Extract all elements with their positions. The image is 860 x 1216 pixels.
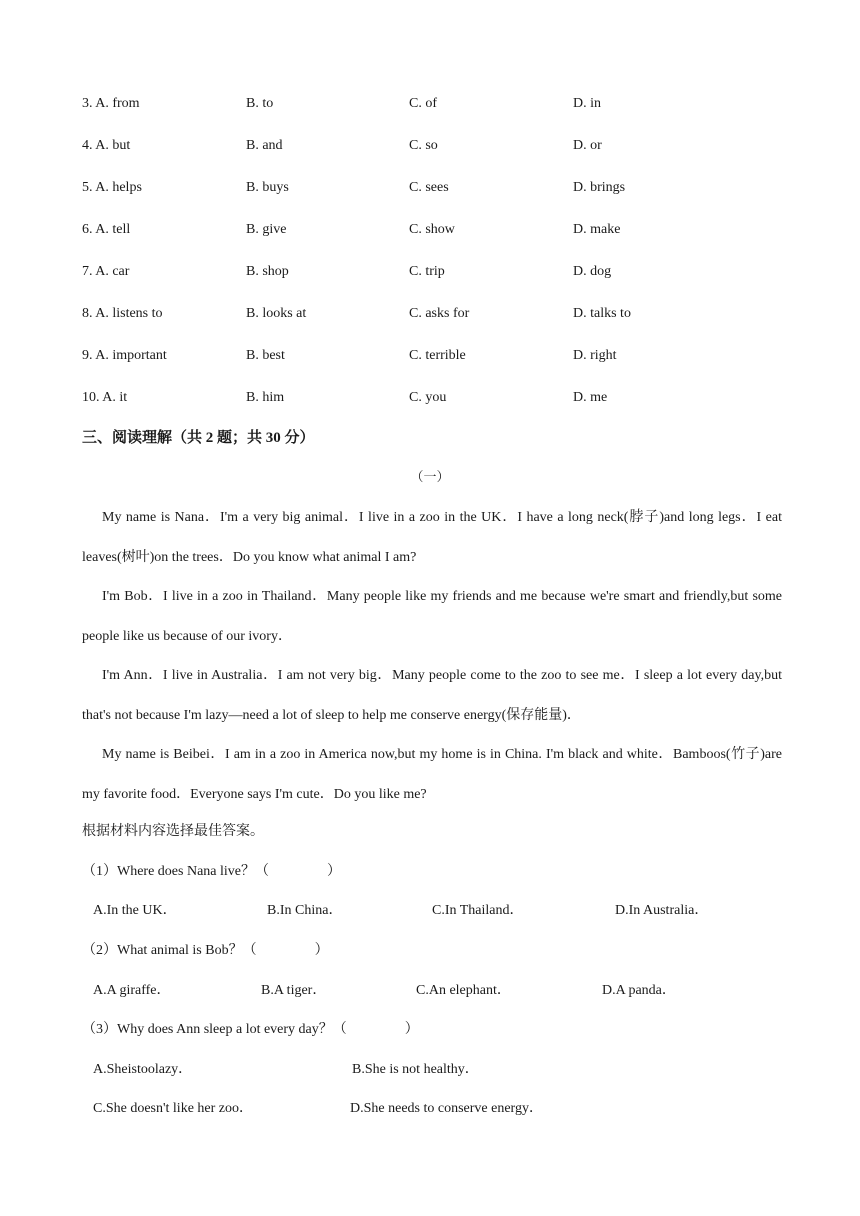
option-d: D. brings [573, 180, 626, 195]
option-c: C. terrible [409, 348, 466, 363]
passage-paragraph: My name is Nana．I'm a very big animal．I live in a zoo in the UK．I have a long neck(脖子)and long legs．I eat leaves(树叶)on the trees．Do you know what animal I am? [82, 510, 782, 565]
answer-option[interactable]: B.A tiger． [261, 983, 327, 998]
question-stem [82, 862, 341, 882]
option-c: C. you [409, 390, 447, 405]
option-d: D. make [573, 222, 621, 237]
question-close: ） [314, 943, 329, 958]
option-b: B. shop [246, 264, 289, 279]
option-b: B. looks at [246, 306, 307, 321]
passage-paragraph: I'm Bob．I live in a zoo in Thailand．Many people like my friends and me because we're smart and friendly,but some people like us because of our ivory． [82, 589, 782, 644]
instruction-text: 根据材料内容选择最佳答案。 [82, 824, 264, 839]
answer-option[interactable]: B.She is not healthy． [352, 1062, 479, 1077]
option-c: C. show [409, 222, 455, 237]
option-a: 6. A. tell [82, 222, 131, 237]
question-stem [82, 941, 329, 961]
option-a: 10. A. it [82, 390, 128, 405]
option-a: 7. A. car [82, 264, 130, 279]
option-b: B. give [246, 222, 287, 237]
answer-option[interactable]: A.A giraffe． [93, 983, 171, 998]
option-b: B. him [246, 390, 285, 405]
option-a: 5. A. helps [82, 180, 142, 195]
option-a: 3. A. from [82, 96, 140, 111]
answer-option[interactable]: D.In Australia． [615, 903, 709, 918]
section-heading: 三、阅读理解（共 2 题；共 30 分） [82, 430, 315, 446]
question-text: （2）What animal is Bob？（ [82, 943, 257, 958]
answer-option[interactable]: D.She needs to conserve energy． [350, 1101, 543, 1116]
option-c: C. so [409, 138, 438, 153]
option-c: C. trip [409, 264, 445, 279]
option-c: C. of [409, 96, 437, 111]
question-text: （1）Where does Nana live？（ [82, 864, 269, 879]
answer-option[interactable]: C.An elephant． [416, 983, 511, 998]
question-close: ） [404, 1022, 419, 1037]
option-d: D. me [573, 390, 608, 405]
question-close: ） [327, 864, 341, 879]
option-d: D. in [573, 96, 601, 111]
option-d: D. talks to [573, 306, 631, 321]
passage-paragraph: My name is Beibei．I am in a zoo in America now,but my home is in China. I'm black and white．Bamboos(竹子)are my favorite food．Everyone says I'm cute．Do you like me? [82, 747, 782, 802]
option-c: C. asks for [409, 306, 470, 321]
option-d: D. right [573, 348, 617, 363]
passage-paragraph: I'm Ann．I live in Australia．I am not very big．Many people come to the zoo to see me．I sleep a lot every day,but that's not because I'm lazy—need a lot of sleep to help me conserve energy(保存能量)． [82, 668, 782, 723]
option-d: D. dog [573, 264, 612, 279]
answer-option[interactable]: A.In the UK． [93, 903, 177, 918]
answer-option[interactable]: B.In China． [267, 903, 343, 918]
option-b: B. buys [246, 180, 289, 195]
passage-label: （一） [410, 469, 450, 484]
option-b: B. and [246, 138, 283, 153]
option-a: 4. A. but [82, 138, 131, 153]
option-b: B. best [246, 348, 285, 363]
answer-option[interactable]: D.A panda． [602, 983, 676, 998]
option-a: 8. A. listens to [82, 306, 163, 321]
option-a: 9. A. important [82, 348, 167, 363]
answer-option[interactable]: C.In Thailand． [432, 903, 524, 918]
option-c: C. sees [409, 180, 449, 195]
question-text: （3）Why does Ann sleep a lot every day？（ [82, 1022, 347, 1037]
option-b: B. to [246, 96, 274, 111]
answer-option[interactable]: C.She doesn't like her zoo． [93, 1101, 253, 1116]
answer-option[interactable]: A.Sheistoolazy． [93, 1062, 193, 1077]
option-d: D. or [573, 138, 602, 153]
question-stem [82, 1020, 419, 1040]
